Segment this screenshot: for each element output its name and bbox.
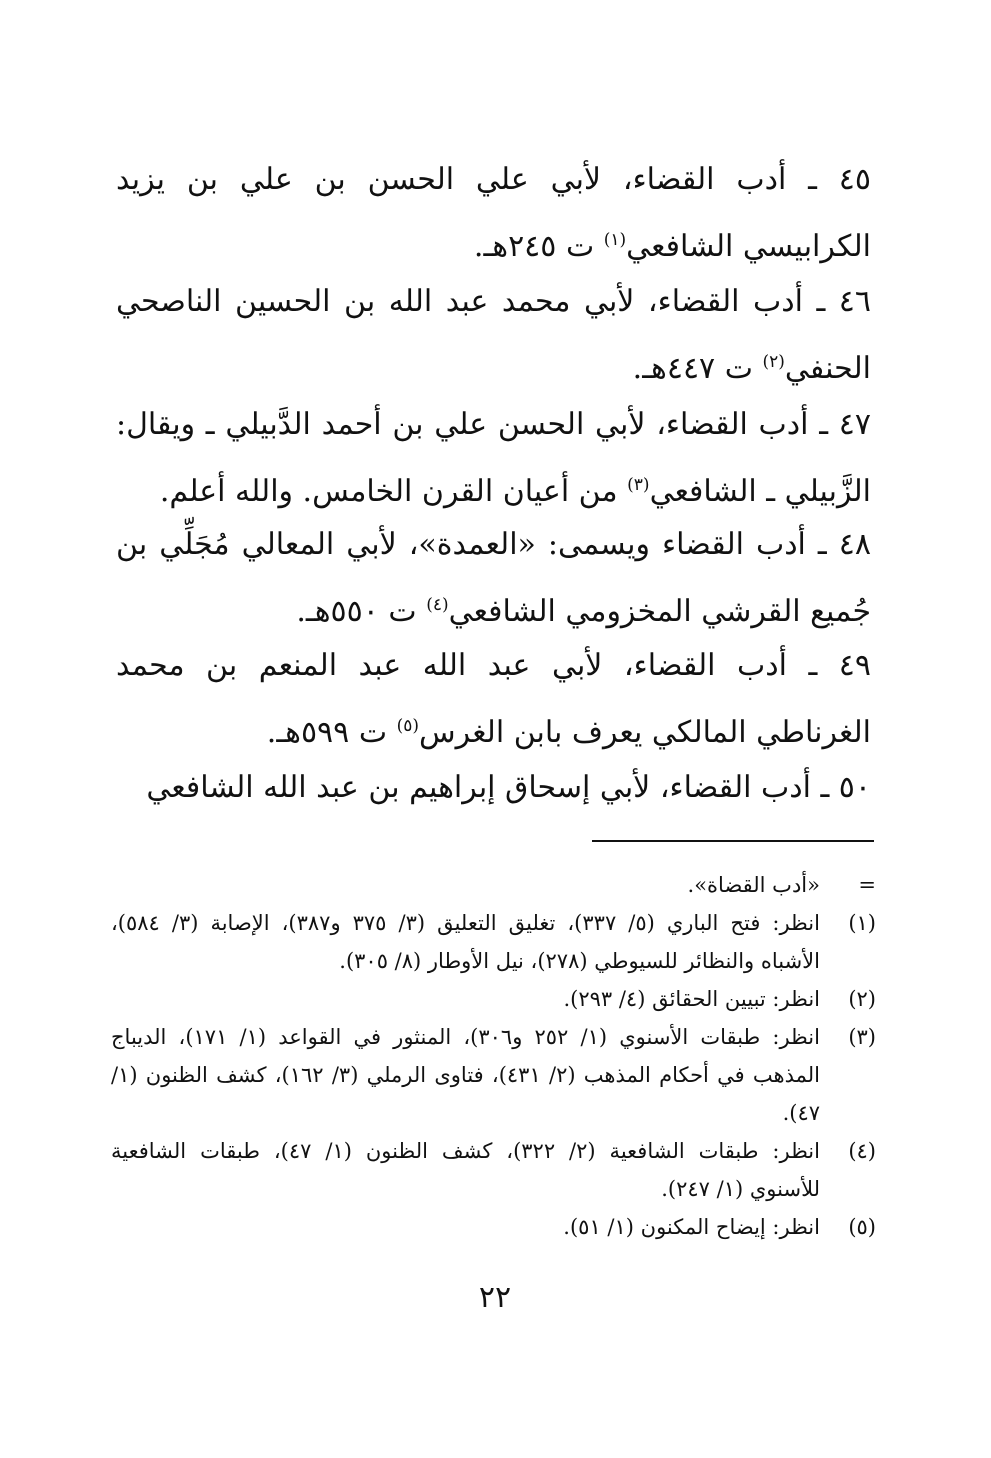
footnote-text: انظر: فتح الباري (٥/ ٣٣٧)، تغليق التعليق (٣/ ٣٧٥ و٣٨٧)، الإصابة (٣/ ٥٨٤)، الأشباه والنظائر للسيوطي (٢٧٨)، نيل الأوطار (٨/ ٣٠٥). [111, 911, 820, 973]
footnote-text: انظر: طبقات الشافعية (٢/ ٣٢٢)، كشف الظنون (١/ ٤٧)، طبقات الشافعية للأسنوي (١/ ٢٤٧). [111, 1139, 820, 1201]
entry-48 [116, 515, 871, 642]
footnote-1 [111, 904, 876, 980]
footnote-number: (٤) [848, 1139, 876, 1163]
entry-48-date: ت ٥٥٠هـ. [296, 594, 427, 629]
footnote-4 [111, 1132, 876, 1208]
footnote-5 [111, 1208, 876, 1246]
footnote-divider [592, 840, 874, 842]
entry-47-note: من أعيان القرن الخامس. والله أعلم. [159, 474, 628, 509]
footnotes [111, 866, 876, 1246]
footnote-number: (٥) [848, 1215, 876, 1239]
footnote-continuation [111, 866, 876, 904]
entry-45-date: ت ٢٤٥هـ. [473, 229, 604, 264]
entry-50-text: ٥٠ ـ أدب القضاء، لأبي إسحاق إبراهيم بن عبد الله الشافعي [146, 770, 871, 805]
footnote-text: انظر: إيضاح المكنون (١/ ٥١). [563, 1215, 820, 1239]
entry-50 [116, 758, 871, 818]
footnote-marker: = [858, 873, 876, 897]
entry-49-date: ت ٥٩٩هـ. [266, 715, 397, 750]
entry-46 [116, 272, 871, 399]
footnote-number: (٣) [848, 1025, 876, 1049]
entry-49 [116, 636, 871, 763]
footnote-number: (١) [848, 911, 876, 935]
entry-49-text: ٤٩ ـ أدب القضاء، لأبي عبد الله عبد المنعم بن محمد الغرناطي المالكي يعرف بابن الغرس [116, 648, 871, 750]
footnote-number: (٢) [848, 987, 876, 1011]
footnote-text: «أدب القضاة». [687, 873, 820, 897]
footnote-text: انظر: طبقات الأسنوي (١/ ٢٥٢ و٣٠٦)، المنثور في القواعد (١/ ١٧١)، الديباج المذهب في أحكام المذهب (٢/ ٤٣١)، فتاوى الرملي (٣/ ١٦٢)، كشف الظنون (١/ ٤٧). [111, 1025, 820, 1125]
footnote-ref-3[interactable]: (٣) [627, 475, 650, 495]
footnote-ref-2[interactable]: (٢) [762, 352, 785, 372]
entry-47-text: ٤٧ ـ أدب القضاء، لأبي الحسن علي بن أحمد الدَّبيلي ـ ويقال: الزَّبيلي ـ الشافعي [116, 407, 871, 509]
footnote-ref-4[interactable]: (٤) [426, 595, 449, 615]
footnote-ref-5[interactable]: (٥) [396, 716, 420, 736]
entry-46-text: ٤٦ ـ أدب القضاء، لأبي محمد عبد الله بن الحسين الناصحي الحنفي [116, 284, 871, 386]
entry-45-text: ٤٥ ـ أدب القضاء، لأبي علي الحسن بن علي بن يزيد الكرابيسي الشافعي [116, 162, 871, 264]
footnote-2 [111, 980, 876, 1018]
entry-47 [116, 395, 871, 522]
page-number: ٢٢ [478, 1280, 512, 1315]
entry-46-date: ت ٤٤٧هـ. [632, 351, 763, 386]
footnote-ref-1[interactable]: (١) [603, 230, 627, 250]
entry-45 [116, 150, 871, 277]
footnote-3 [111, 1018, 876, 1132]
entry-48-text: ٤٨ ـ أدب القضاء ويسمى: «العمدة»، لأبي المعالي مُجَلِّي بن جُميع القرشي المخزومي الشافعي [116, 527, 871, 629]
footnote-text: انظر: تبيين الحقائق (٤/ ٢٩٣). [563, 987, 820, 1011]
